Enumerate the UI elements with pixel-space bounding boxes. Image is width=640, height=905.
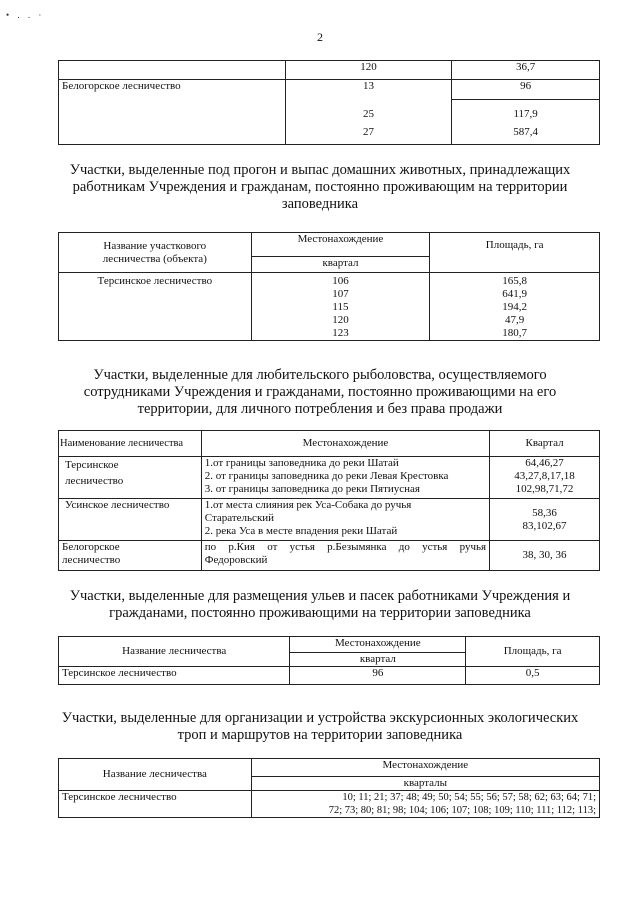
corner-marks: • . . ·: [6, 10, 45, 20]
column-header-quarter: квартал: [290, 653, 466, 667]
table-row: [59, 80, 600, 100]
forestry-name-cell: Белогорское лесничество: [59, 80, 286, 100]
continuation-table: [58, 60, 600, 145]
quarter-cell: 58,36 83,102,67: [490, 499, 600, 541]
area-cell: 117,9: [452, 100, 600, 121]
section-title-grazing: Участки, выделенные под прогон и выпас домашних животных, принадлежащих работникам Учреждения и гражданам, постоянно проживающим на территории заповедника: [69, 162, 571, 212]
forestry-name-cell: Терсинское лесничество: [59, 457, 202, 499]
area-cell: 36,7: [452, 61, 600, 80]
section-title-trails: Участки, выделенные для организации и устройства экскурсионных экологических троп и маршрутов на территории заповедника: [61, 710, 579, 743]
apiary-table: [58, 636, 600, 685]
forestry-name-cell: Терсинское лесничество: [59, 791, 252, 818]
section-title-apiary: Участки, выделенные для размещения ульев и пасек работниками Учреждения и гражданами, постоянно проживающими на территории заповедника: [69, 588, 571, 621]
table-row: [59, 667, 600, 685]
forestry-name-cell: Усинское лесничество: [59, 499, 202, 541]
table-row: [59, 499, 600, 541]
forestry-name-cell: Белогорское лесничество: [59, 541, 202, 571]
table-row: [59, 457, 600, 499]
column-header-location: Местонахождение: [290, 637, 466, 653]
quarter-cell: 64,46,27 43,27,8,17,18 102,98,71,72: [490, 457, 600, 499]
area-cell: 0,5: [466, 667, 600, 685]
table-header-row: [59, 759, 600, 777]
forestry-name-cell: [59, 61, 286, 80]
table-row: [59, 791, 600, 818]
quarter-cell: 38, 30, 36: [490, 541, 600, 571]
table-row: [59, 100, 600, 121]
table-row: [59, 61, 600, 80]
page-number: 2: [317, 30, 323, 44]
column-header-name: Название участкового лесничества (объекта): [59, 233, 252, 273]
quarter-cell: 10; 11; 21; 37; 48; 49; 50; 54; 55; 56; 57; 58; 62; 63; 64; 71; 72; 73; 80; 81; 98; 104; 106; 107; 108; 109; 110; 111; 112; 113;: [251, 791, 599, 818]
fishing-table: [58, 430, 600, 571]
column-header-location: Местонахождение: [251, 759, 599, 777]
quarter-cell: 96: [290, 667, 466, 685]
forestry-name-cell: [59, 100, 286, 121]
forestry-name-cell: Терсинское лесничество: [59, 273, 252, 341]
table-header-row: [59, 431, 600, 457]
column-header-quarters: кварталы: [251, 777, 599, 791]
location-cell: 1.от места слияния рек Уса-Собака до ручья Старательский 2. река Уса в месте впадения реки Шатай: [201, 499, 489, 541]
quarter-cell: 27: [285, 121, 452, 145]
location-cell: по р.Кия от устья р.Безымянка до устья ручья Федоровский: [201, 541, 489, 571]
quarter-cell: 25: [285, 100, 452, 121]
quarter-cell: 13: [285, 80, 452, 100]
table-row: [59, 273, 600, 341]
column-header-name: Название лесничества: [59, 759, 252, 791]
table-row: [59, 541, 600, 571]
forestry-name-cell: Терсинское лесничество: [59, 667, 290, 685]
quarter-cell: 106 107 115 120 123: [251, 273, 430, 341]
column-header-name: Название лесничества: [59, 637, 290, 667]
area-cell: 165,8 641,9 194,2 47,9 180,7: [430, 273, 600, 341]
forestry-name-cell: [59, 121, 286, 145]
column-header-quarter: Квартал: [490, 431, 600, 457]
section-title-fishing: Участки, выделенные для любительского рыболовства, осуществляемого сотрудниками Учреждения и гражданами, постоянно проживающими на его территории, для личного потребления и без права продажи: [83, 367, 557, 417]
trails-table: [58, 758, 600, 818]
column-header-name: Наименование лесничества: [59, 431, 202, 457]
column-header-area: Площадь, га: [466, 637, 600, 667]
column-header-location: Местонахождение: [201, 431, 489, 457]
area-cell: 587,4: [452, 121, 600, 145]
table-header-row: [59, 233, 600, 257]
quarter-cell: 120: [285, 61, 452, 80]
column-header-area: Площадь, га: [430, 233, 600, 273]
column-header-quarter: квартал: [251, 257, 430, 273]
table-row: [59, 121, 600, 145]
table-header-row: [59, 637, 600, 653]
area-cell: 96: [452, 80, 600, 100]
grazing-table: [58, 232, 600, 341]
location-cell: 1.от границы заповедника до реки Шатай 2. от границы заповедника до реки Левая Крестовка 3. от границы заповедника до реки Пятиусная: [201, 457, 489, 499]
column-header-location: Местонахождение: [251, 233, 430, 257]
